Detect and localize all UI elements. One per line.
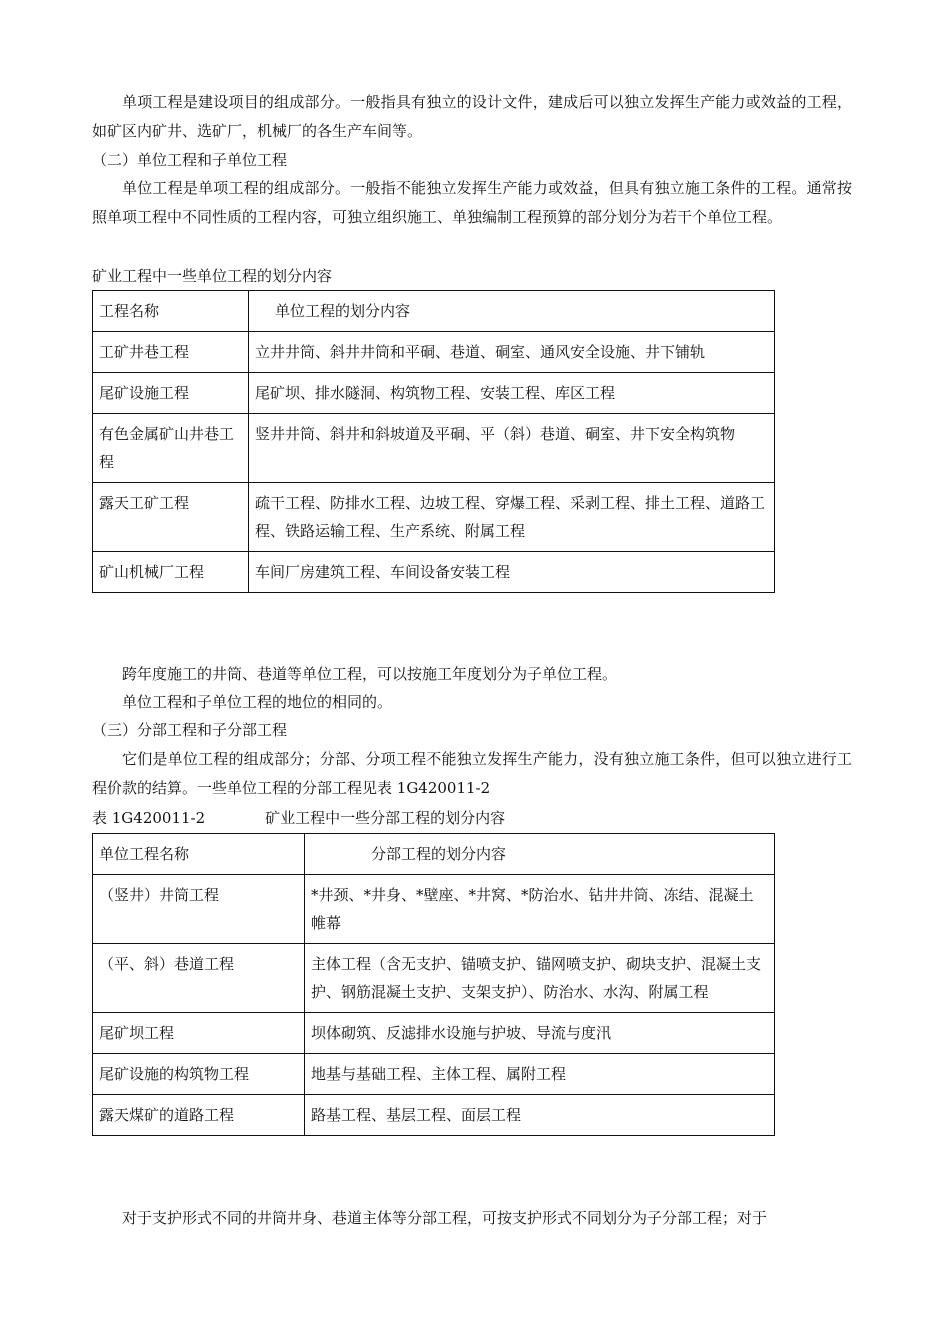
table-row xyxy=(93,373,775,414)
paragraph-unit-status: 单位工程和子单位工程的地位的相同的。 xyxy=(122,693,393,711)
section-heading-2: （二）单位工程和子单位工程 xyxy=(92,151,288,169)
paragraph-single-project: 单项工程是建设项目的组成部分。一般指具有独立的设计文件，建成后可以独立发挥生产能力或效益的工程，如矿区内矿井、选矿厂，机械厂的各生产车间等。 xyxy=(92,93,852,140)
table-cell-content: 地基与基础工程、主体工程、属附工程 xyxy=(305,1054,775,1095)
table-cell-name: 露天煤矿的道路工程 xyxy=(93,1095,305,1136)
table-cell-name: 尾矿设施工程 xyxy=(93,373,249,414)
table-cell-name: （平、斜）巷道工程 xyxy=(93,944,305,1013)
table-header-cell: 单位工程名称 xyxy=(93,834,305,875)
table-cell-name: 露天工矿工程 xyxy=(93,483,249,552)
table2-title: 矿业工程中一些分部工程的划分内容 xyxy=(265,809,506,827)
table-cell-name: 尾矿坝工程 xyxy=(93,1013,305,1054)
table-cell-content: 主体工程（含无支护、锚喷支护、锚网喷支护、砌块支护、混凝土支护、钢筋混凝土支护、支架支护）、防治水、水沟、附属工程 xyxy=(305,944,775,1013)
table-cell-content: 疏干工程、防排水工程、边坡工程、穿爆工程、采剥工程、排土工程、道路工程、铁路运输工程、生产系统、附属工程 xyxy=(249,483,775,552)
table-cell-content: 车间厂房建筑工程、车间设备安装工程 xyxy=(249,552,775,593)
divisional-project-table xyxy=(92,833,775,1136)
section-heading-3: （三）分部工程和子分部工程 xyxy=(92,721,288,739)
table-cell-content: 立井井筒、斜井井筒和平硐、巷道、硐室、通风安全设施、井下铺轨 xyxy=(249,332,775,373)
table2-number: 表 1G420011-2 xyxy=(92,809,206,827)
table-cell-content: 竖井井筒、斜井和斜坡道及平硐、平（斜）巷道、硐室、井下安全构筑物 xyxy=(249,414,775,483)
table-header-cell: 单位工程的划分内容 xyxy=(249,291,775,332)
table-cell-content: *井颈、*井身、*壁座、*井窝、*防治水、钻井井筒、冻结、混凝土帷幕 xyxy=(305,875,775,944)
table-header-cell: 分部工程的划分内容 xyxy=(305,834,775,875)
table-cell-content: 坝体砌筑、反滤排水设施与护坡、导流与度汛 xyxy=(305,1013,775,1054)
table-row xyxy=(93,483,775,552)
paragraph-divisional: 它们是单位工程的组成部分；分部、分项工程不能独立发挥生产能力，没有独立施工条件，但可以独立进行工程价款的结算。一些单位工程的分部工程见表 1G420011-2 xyxy=(92,750,852,797)
unit-project-table xyxy=(92,290,775,593)
table-cell-name: 工矿井巷工程 xyxy=(93,332,249,373)
table-row xyxy=(93,875,775,944)
table-cell-name: 有色金属矿山井巷工程 xyxy=(93,414,249,483)
table-row xyxy=(93,1013,775,1054)
table-row xyxy=(93,552,775,593)
table-header-row xyxy=(93,291,775,332)
table-cell-name: （竖井）井筒工程 xyxy=(93,875,305,944)
table-header-cell: 工程名称 xyxy=(93,291,249,332)
table-cell-content: 路基工程、基层工程、面层工程 xyxy=(305,1095,775,1136)
table-row xyxy=(93,332,775,373)
table-cell-content: 尾矿坝、排水隧洞、构筑物工程、安装工程、库区工程 xyxy=(249,373,775,414)
paragraph-sub-unit: 跨年度施工的井筒、巷道等单位工程，可以按施工年度划分为子单位工程。 xyxy=(122,665,618,683)
table-row xyxy=(93,944,775,1013)
table1-title: 矿业工程中一些单位工程的划分内容 xyxy=(92,267,333,285)
table2-caption xyxy=(92,806,505,830)
table-row xyxy=(93,414,775,483)
paragraph-unit-project: 单位工程是单项工程的组成部分。一般指不能独立发挥生产能力或效益，但具有独立施工条件的工程。通常按照单项工程中不同性质的工程内容，可独立组织施工、单独编制工程预算的部分划分为若干个单位工程。 xyxy=(92,179,852,226)
table-row xyxy=(93,1095,775,1136)
paragraph-sub-divisional: 对于支护形式不同的井筒井身、巷道主体等分部工程，可按支护形式不同划分为子分部工程；对于 xyxy=(122,1209,768,1227)
table-row xyxy=(93,1054,775,1095)
table-cell-name: 尾矿设施的构筑物工程 xyxy=(93,1054,305,1095)
table-cell-name: 矿山机械厂工程 xyxy=(93,552,249,593)
table-header-row xyxy=(93,834,775,875)
